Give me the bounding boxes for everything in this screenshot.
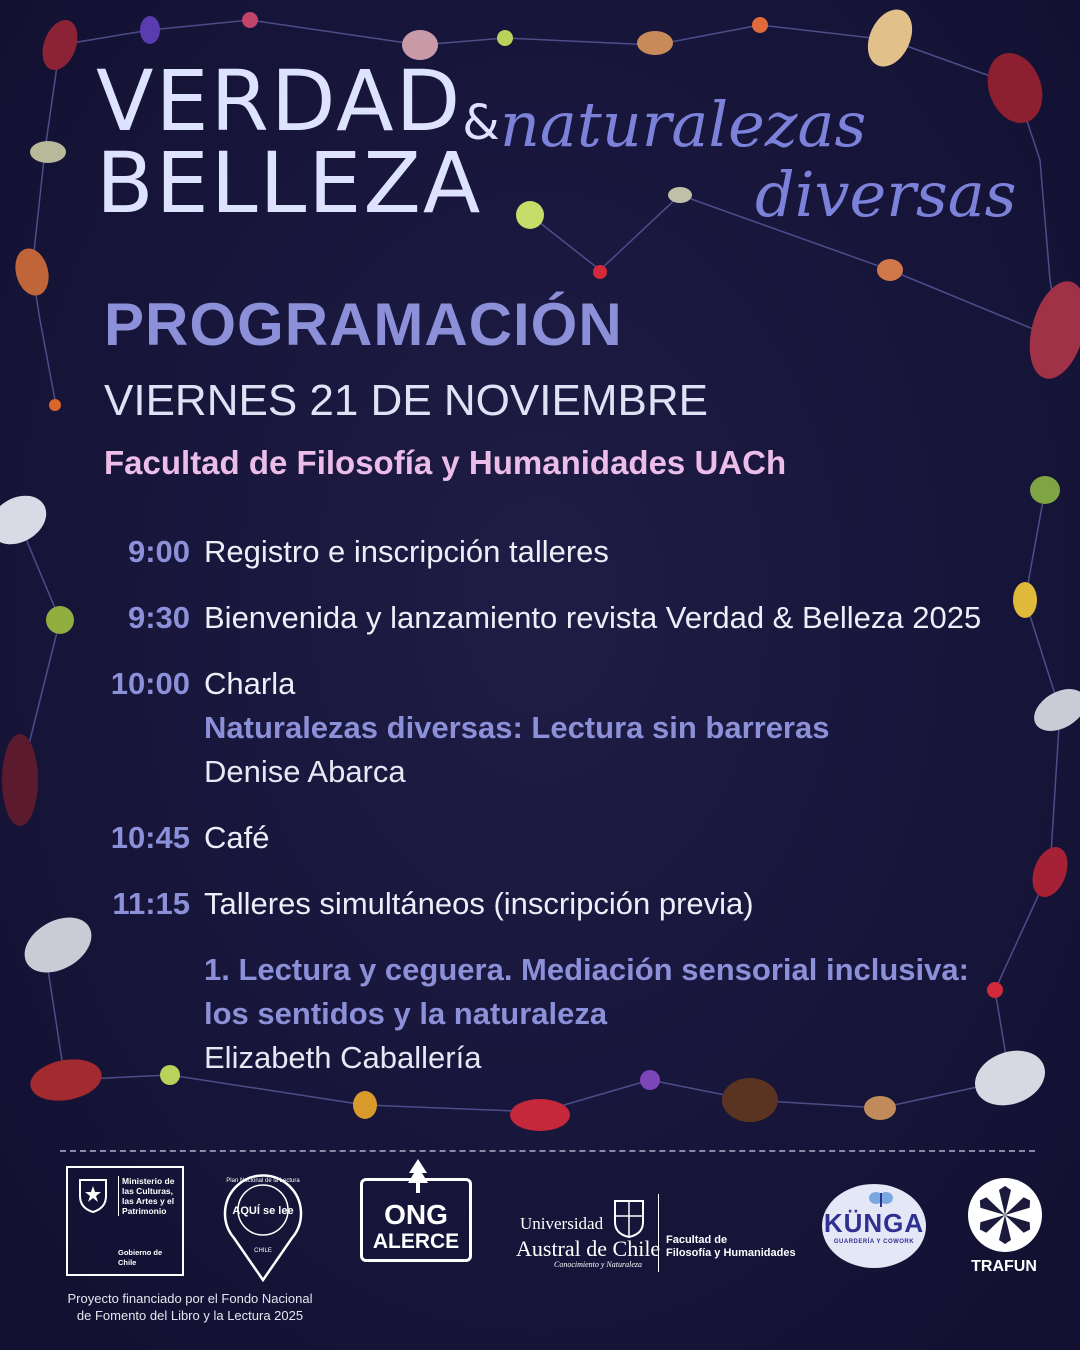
butterfly-icon <box>868 1190 894 1210</box>
seed-decoration <box>593 265 607 279</box>
schedule-item <box>104 882 1024 926</box>
ministry-line4: Patrimonio <box>122 1206 167 1216</box>
ong-alerce-logo <box>360 1178 472 1262</box>
workshop-title-line2: los sentidos y la naturaleza <box>204 996 608 1031</box>
uach-faculty-line1: Facultad de <box>666 1234 728 1246</box>
schedule-time: 11:15 <box>112 886 190 921</box>
workshop-title-line1: 1. Lectura y ceguera. Mediación sensorial inclusiva: <box>204 952 969 987</box>
funding-line1: Proyecto financiado por el Fondo Nacional <box>67 1291 313 1306</box>
schedule-time: 9:30 <box>127 600 190 635</box>
tree-icon <box>407 1159 429 1193</box>
schedule-item <box>104 662 1024 794</box>
schedule-subtitle: Naturalezas diversas: Lectura sin barreras <box>204 710 830 745</box>
tagline-line2: diversas <box>755 158 1017 231</box>
ong-line1: ONG <box>384 1199 448 1230</box>
schedule-title: Bienvenida y lanzamiento revista Verdad & Belleza 2025 <box>204 600 982 635</box>
trafun-name: TRAFUN <box>971 1258 1037 1275</box>
seed-decoration <box>36 15 84 75</box>
uach-logo <box>516 1194 796 1274</box>
schedule-title: Café <box>204 820 270 855</box>
schedule-time <box>104 948 190 1080</box>
kunga-logo <box>822 1184 926 1268</box>
ministry-line2: las Culturas, <box>122 1186 174 1196</box>
program-title: PROGRAMACIÓN <box>104 291 623 358</box>
seed-decoration <box>49 399 61 411</box>
ministry-line3: las Artes y el <box>122 1196 175 1206</box>
seed-decoration <box>10 245 53 300</box>
brand-tagline <box>500 90 1016 230</box>
schedule-title: Registro e inscripción talleres <box>204 534 609 569</box>
event-date: VIERNES 21 DE NOVIEMBRE <box>104 376 708 425</box>
schedule-item <box>104 530 1024 574</box>
schedule-title: Charla <box>204 666 296 701</box>
chile-coat-of-arms-icon <box>76 1174 110 1214</box>
seed-decoration <box>46 606 74 634</box>
seed-decoration <box>1030 476 1060 504</box>
funding-line2: de Fomento del Libro y la Lectura 2025 <box>76 1308 304 1323</box>
schedule-item <box>104 816 1024 860</box>
seed-decoration <box>15 906 101 984</box>
seed-decoration <box>510 1099 570 1131</box>
ministry-logo <box>66 1166 184 1276</box>
uach-motto: Conocimiento y Naturaleza <box>554 1260 642 1269</box>
seed-decoration <box>637 31 673 55</box>
event-venue: Facultad de Filosofía y Humanidades UACh <box>104 444 787 481</box>
kunga-sub: GUARDERÍA Y COWORK <box>833 1239 915 1245</box>
kunga-name: KÜNGA <box>823 1208 925 1238</box>
aqui-se-lee-logo <box>220 1172 306 1282</box>
ministry-gov: Gobierno de Chile <box>118 1248 163 1267</box>
schedule-speaker: Denise Abarca <box>204 754 406 789</box>
uach-faculty <box>666 1234 796 1260</box>
seed-decoration <box>30 141 66 163</box>
seed-decoration <box>1020 275 1080 385</box>
schedule-item <box>104 596 1024 640</box>
brand-ampersand: & <box>462 95 502 151</box>
brand-title-line1: VERDAD <box>96 52 463 150</box>
schedule-time: 10:00 <box>110 666 190 701</box>
seed-decoration <box>1026 842 1074 902</box>
tagline-line1: naturalezas <box>500 88 867 161</box>
seed-decoration <box>242 12 258 28</box>
aqui-top: Plan Nacional de la Lectura <box>226 1178 300 1184</box>
schedule-time: 9:00 <box>127 534 190 569</box>
brand-wordmark <box>96 52 502 232</box>
seed-decoration <box>140 16 160 44</box>
uach-line2: Austral de Chile <box>516 1236 661 1261</box>
brand-title-line2: BELLEZA <box>96 134 483 232</box>
schedule-time: 10:45 <box>110 820 190 855</box>
schedule-speaker: Elizabeth Caballería <box>204 1040 482 1075</box>
schedule-item <box>104 948 1024 1080</box>
funding-note <box>40 1290 340 1324</box>
footer-divider <box>60 1150 1035 1152</box>
schedule-title: Talleres simultáneos (inscripción previa) <box>204 886 754 921</box>
ministry-line1: Ministerio de <box>122 1176 175 1186</box>
seed-decoration <box>497 30 513 46</box>
uach-crest-icon <box>612 1198 646 1238</box>
seed-decoration <box>2 734 38 826</box>
aqui-main: AQUÍ se lee <box>232 1205 294 1217</box>
seed-decoration <box>752 17 768 33</box>
uach-faculty-line2: Filosofía y Humanidades <box>666 1247 796 1259</box>
ong-line2: ALERCE <box>372 1230 460 1253</box>
trafun-emblem-icon <box>968 1178 1042 1252</box>
seed-decoration <box>27 1054 105 1106</box>
schedule-list <box>104 530 1024 1102</box>
uach-separator <box>658 1194 659 1272</box>
trafun-logo <box>964 1178 1044 1288</box>
seed-decoration <box>877 259 903 281</box>
aqui-country: CHILE <box>254 1248 272 1254</box>
uach-line1: Universidad <box>520 1214 604 1233</box>
